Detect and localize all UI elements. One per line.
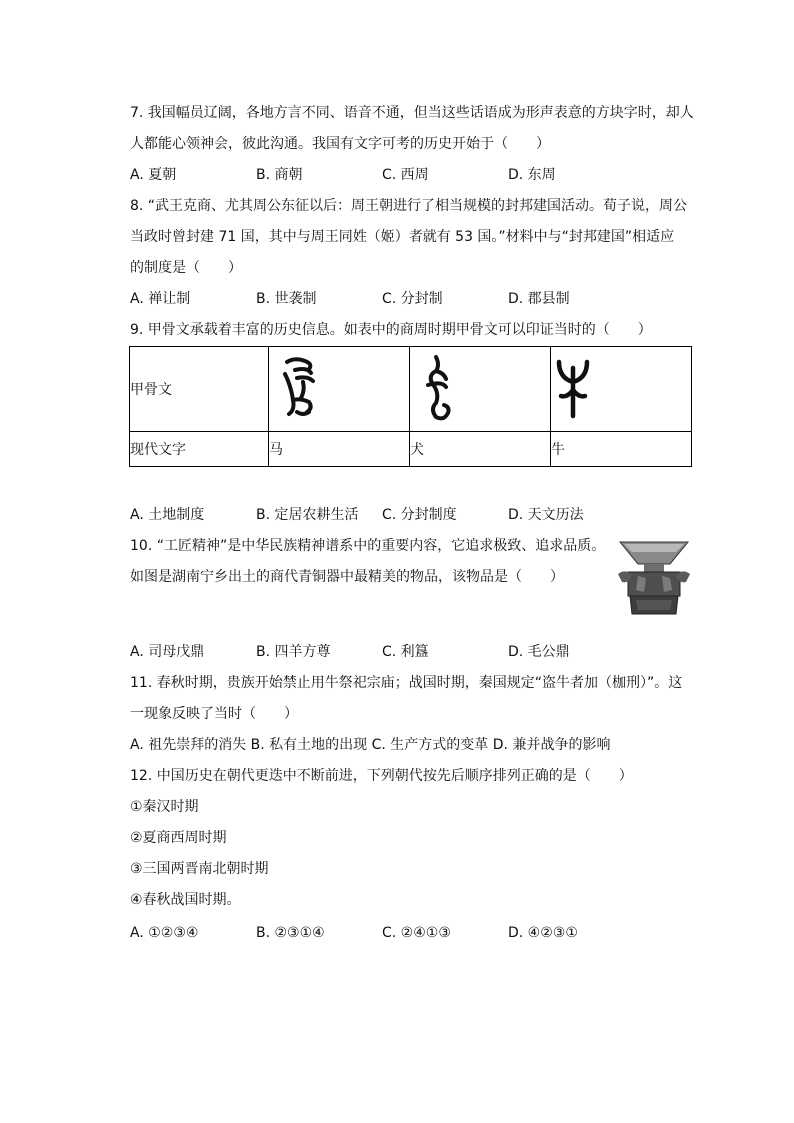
q9-option-c[interactable]: C. 分封制度 — [382, 507, 457, 523]
q9-option-a[interactable]: A. 土地制度 — [130, 507, 205, 523]
q7-option-b[interactable]: B. 商朝 — [256, 167, 303, 183]
oracle-glyph-ox — [551, 347, 692, 432]
q10-option-c[interactable]: C. 利簋 — [382, 644, 429, 660]
modern-row-header: 现代文字 — [130, 432, 269, 467]
q9-option-d[interactable]: D. 天文历法 — [508, 507, 584, 523]
q11-stem-line-1: 11. 春秋时期，贵族开始禁止用牛祭祀宗庙；战国时期，秦国规定“盗牛者加（枷刑）”。这 — [130, 675, 683, 691]
q7-option-d[interactable]: D. 东周 — [508, 167, 556, 183]
q8-option-a[interactable]: A. 禅让制 — [130, 291, 191, 307]
q12-item-1: ①秦汉时期 — [130, 799, 199, 815]
q9-option-b[interactable]: B. 定居农耕生活 — [256, 507, 359, 523]
modern-char-dog: 犬 — [410, 432, 551, 467]
q8-stem-line-1: 8. “武王克商、尤其周公东征以后：周王朝进行了相当规模的封邦建国活动。荀子说，周公 — [130, 198, 688, 214]
q8-option-d[interactable]: D. 郡县制 — [508, 291, 570, 307]
q10-stem-line-2: 如图是湖南宁乡出土的商代青铜器中最精美的物品，该物品是（ ） — [130, 569, 564, 585]
oracle-row-header: 甲骨文 — [130, 347, 269, 432]
q10-option-b[interactable]: B. 四羊方尊 — [256, 644, 331, 660]
oracle-glyph-dog — [410, 347, 551, 432]
q8-stem-line-3: 的制度是（ ） — [130, 260, 242, 276]
q7-option-a[interactable]: A. 夏朝 — [130, 167, 177, 183]
q11-stem-line-2: 一现象反映了当时（ ） — [130, 706, 298, 722]
q7-option-c[interactable]: C. 西周 — [382, 167, 429, 183]
oracle-glyph-horse — [269, 347, 410, 432]
q7-stem-line-1: 7. 我国幅员辽阔，各地方言不同、语音不通，但当这些话语成为形声表意的方块字时，却人 — [130, 105, 694, 121]
q8-option-c[interactable]: C. 分封制 — [382, 291, 443, 307]
oracle-bone-table — [129, 346, 692, 467]
q12-option-c[interactable]: C. ②④①③ — [382, 925, 451, 941]
q10-stem-line-1: 10. “工匠精神”是中华民族精神谱系中的重要内容，它追求极致、追求品质。 — [130, 538, 606, 554]
q12-item-3: ③三国两晋南北朝时期 — [130, 861, 269, 877]
q12-item-2: ②夏商西周时期 — [130, 830, 227, 846]
q9-stem-line-1: 9. 甲骨文承载着丰富的历史信息。如表中的商周时期甲骨文可以印证当时的（ ） — [130, 322, 652, 338]
q12-item-4: ④春秋战国时期。 — [130, 892, 241, 908]
q11-options-line[interactable]: A. 祖先崇拜的消失 B. 私有土地的出现 C. 生产方式的变革 D. 兼并战争的影响 — [130, 737, 611, 753]
q10-option-d[interactable]: D. 毛公鼎 — [508, 644, 570, 660]
bronze-vessel-image — [616, 538, 692, 616]
q10-option-a[interactable]: A. 司母戊鼎 — [130, 644, 205, 660]
q12-stem-line-1: 12. 中国历史在朝代更迭中不断前进，下列朝代按先后顺序排列正确的是（ ） — [130, 768, 633, 784]
q12-option-b[interactable]: B. ②③①④ — [256, 925, 325, 941]
q7-stem-line-2: 人都能心领神会，彼此沟通。我国有文字可考的历史开始于（ ） — [130, 136, 550, 152]
modern-char-horse: 马 — [269, 432, 410, 467]
q8-stem-line-2: 当政时曾封建 71 国，其中与周王同姓（姬）者就有 53 国。”材料中与“封邦建国”相适应 — [130, 229, 675, 245]
q12-option-a[interactable]: A. ①②③④ — [130, 925, 199, 941]
q12-option-d[interactable]: D. ④②③① — [508, 925, 578, 941]
q8-option-b[interactable]: B. 世袭制 — [256, 291, 317, 307]
modern-char-ox: 牛 — [551, 432, 692, 467]
